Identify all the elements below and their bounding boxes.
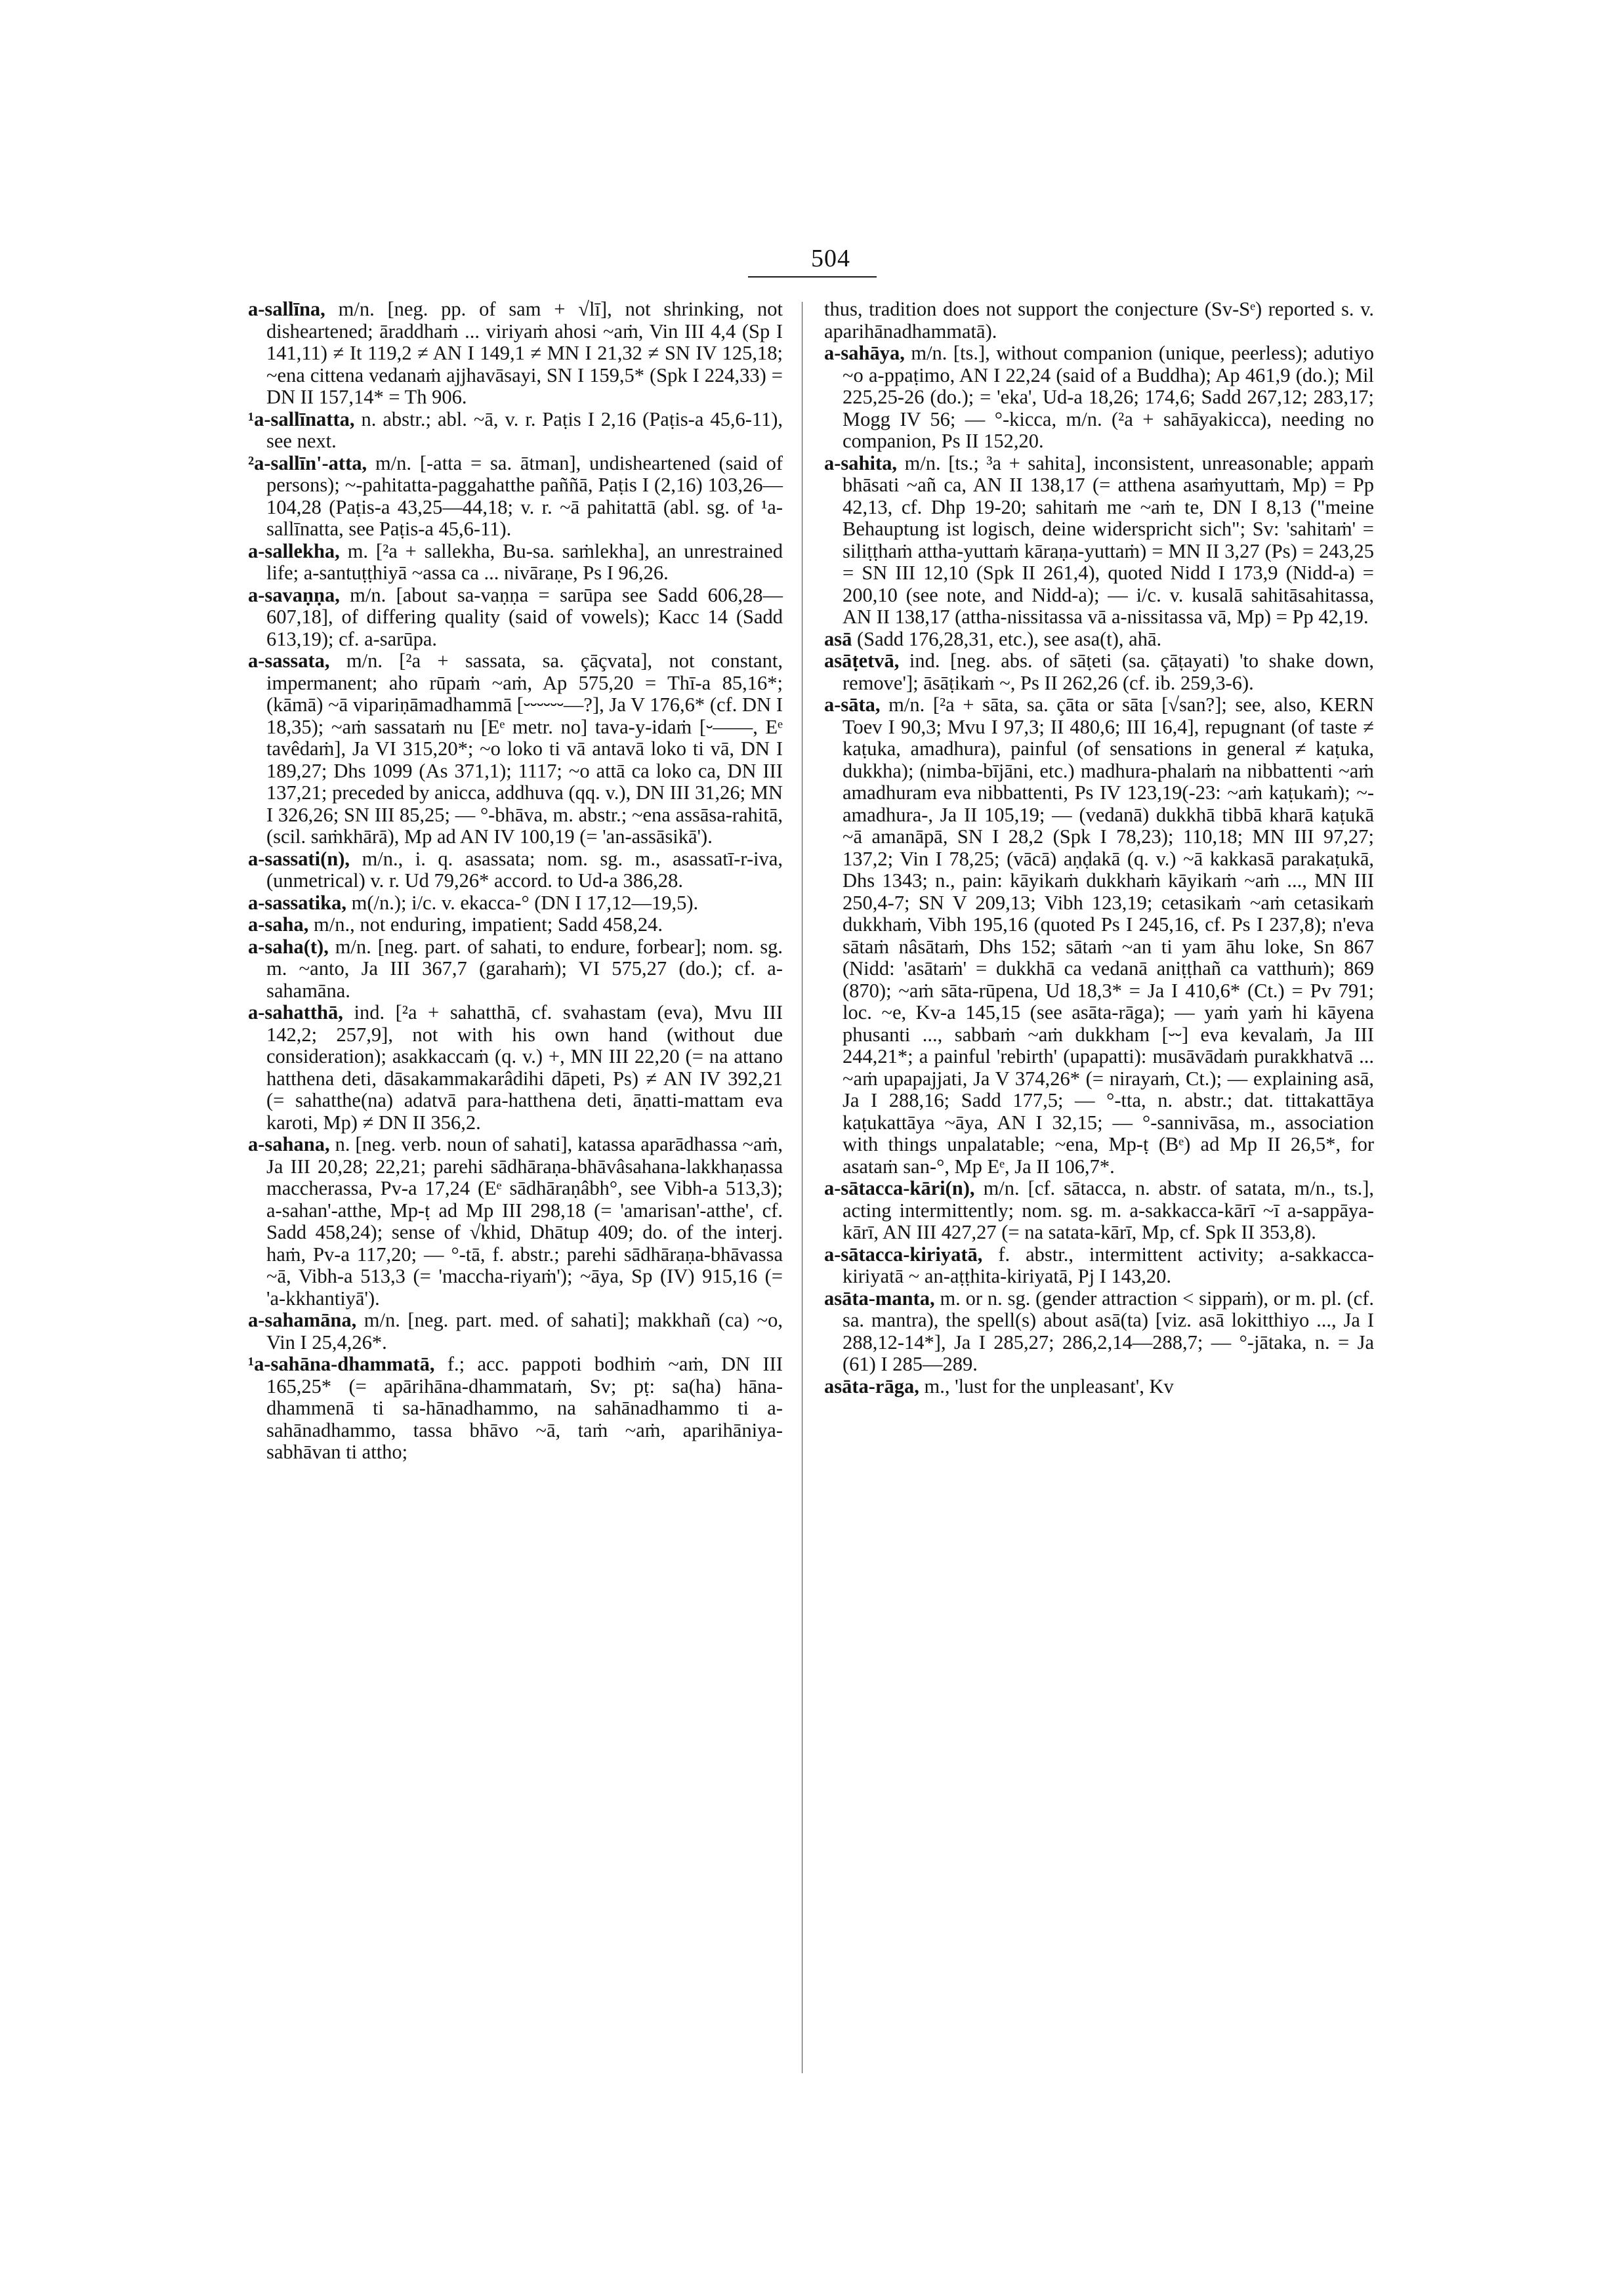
entry-headword: a-sahana, — [248, 1133, 330, 1155]
right-column — [824, 299, 1374, 2122]
entry-text: m. or n. sg. (gender attraction < sippaṁ), or m. pl. (cf. sa. mantra), the spell(s) about asā(ta) [viz. asā lokitthiyo ..., Ja I 288,12-14*], Ja I 285,27; 286,2,14—288,7; — °-jātaka, n. = Ja (61) I 285—289. — [843, 1287, 1374, 1375]
entry-headword: a-savaṇṇa, — [248, 583, 340, 606]
dictionary-entry — [824, 650, 1374, 694]
dictionary-entry — [248, 1354, 783, 1464]
entry-text: m., 'lust for the unpleasant', Kv — [924, 1375, 1174, 1397]
entry-text: m/n. [neg. part. med. of sahati]; makkhañ (ca) ~o, Vin I 25,4,26*. — [266, 1309, 783, 1354]
dictionary-entry — [248, 914, 783, 936]
dictionary-entry — [824, 629, 1374, 651]
entry-text: m/n. [cf. sātacca, n. abstr. of satata, m/n., ts.], acting intermittently; nom. sg. m. a-sakkacca-kārī ~ī a-sappāya-kārī, AN III 427,27 (= na satata-kārī, Mp, cf. Spk II 353,8). — [843, 1177, 1375, 1243]
dictionary-entry — [824, 694, 1374, 1178]
dictionary-entry — [248, 936, 783, 1003]
entry-text: m/n., i. q. asassata; nom. sg. m., asassatī-r-iva, (unmetrical) v. r. Ud 79,26* accord. to Ud-a 386,28. — [266, 847, 783, 892]
entry-headword: a-saha, — [248, 913, 309, 936]
entry-text: f. abstr., intermittent activity; a-sakkacca-kiriyatā ~ an-aṭṭhita-kiriyatā, Pj I 143,20. — [843, 1243, 1374, 1287]
entry-text: m/n. [²a + sāta, sa. çāta or sāta [√san?]; see, also, KERN Toev I 90,3; Mvu I 97,3; II 480,6; III 16,4], repugnant (of taste ≠ kaṭuka, amadhura), painful (of sensations in general ≠ kaṭuka, dukkha); (nimba-bījāni, etc.) madhura-phalaṁ na nibbattenti ~aṁ amadhuram eva nibbattenti, Ps IV 123,19(-23: ~aṁ kaṭukaṁ); ~-amadhura-, Ja II 105,19; — (vedanā) dukkhā tibbā kharā kaṭukā ~ā amanāpā, SN I 28,2 (Spk I 78,23); 110,18; MN III 97,27; 137,2; Vin I 78,25; (vācā) aṇḍakā (q. v.) ~ā kakkasā parakaṭukā, Dhs 1343; n., pain: kāyikaṁ dukkhaṁ kāyikaṁ ~aṁ ..., MN III 250,4-7; SN V 209,13; Vibh 123,19; cetasikaṁ ~aṁ cetasikaṁ dukkhaṁ, Vibh 195,16 (quoted Ps I 245,16, cf. Ps I 237,8); n'eva sātaṁ nâsātaṁ, Dhs 152; sātaṁ ~an ti yam āhu loke, Sn 867 (Nidd: 'asātaṁ' = dukkhā ca vedanā aniṭṭhañ ca vatthuṁ); 869 (870); ~aṁ sāta-rūpena, Ud 18,3* = Ja I 410,6* (Ct.) = Pv 791; loc. ~e, Kv-a 145,15 (see asāta-rāga); — yaṁ yaṁ hi kāyena phusanti ..., sabbaṁ ~aṁ dukkham [⏑⏑] eva kevalaṁ, Ja III 244,21*; a painful 'rebirth' (upapatti): musāvādaṁ purakkhatvā ... ~aṁ upapajjati, Ja V 374,26* (= nirayaṁ, Ct.); — explaining asā, Ja I 288,16; Sadd 177,5; — °-tta, n. abstr.; dat. tittakattāya kaṭukattāya ~āya, AN I 32,15; — °-sannivāsa, m., association with things unpalatable; ~ena, Mp-ṭ (Bᵉ) ad Mp II 26,5*, for asataṁ san-°, Mp Eᵉ, Ja II 106,7*. — [843, 693, 1375, 1178]
entry-headword: a-sātacca-kiriyatā, — [824, 1243, 983, 1266]
dictionary-entry — [824, 1178, 1374, 1244]
entry-headword: a-sahita, — [824, 451, 897, 474]
entry-text: n. abstr.; abl. ~ā, v. r. Paṭis I 2,16 (Paṭis-a 45,6-11), see next. — [266, 407, 783, 452]
entry-headword: a-sassata, — [248, 650, 330, 672]
dictionary-entry — [248, 1310, 783, 1354]
entry-text: m/n. [neg. pp. of sam + √lī], not shrinking, not disheartened; āraddhaṁ ... viriyaṁ ahosi ~aṁ, Vin III 4,4 (Sp I 141,11) ≠ It 119,2 ≠ AN I 149,1 ≠ MN I 21,32 ≠ SN IV 125,18; ~ena cittena vedanaṁ ajjhavāsayi, SN I 159,5* (Spk I 224,33) = DN II 157,14* = Th 906. — [266, 298, 783, 408]
dictionary-entry — [248, 453, 783, 541]
entry-headword: a-sahatthā, — [248, 1001, 343, 1023]
entry-text: f.; acc. pappoti bodhiṁ ~aṁ, DN III 165,25* (= apārihāna-dhammataṁ, Sv; pṭ: sa(ha) hāna-dhammenā ti sa-hānadhammo, na sahānadhammo ti a-sahānadhammo, tassa bhāvo ~ā, taṁ ~aṁ, aparihāniya-sabhāvan ti attho; — [266, 1353, 783, 1463]
entry-text: m(/n.); i/c. v. ekacca-° (DN I 17,12—19,5). — [351, 891, 699, 914]
entry-headword: asāṭetvā, — [824, 650, 900, 672]
entry-headword: asāta-rāga, — [824, 1375, 919, 1397]
entry-headword: a-sātacca-kāri(n), — [824, 1177, 975, 1199]
dictionary-entry — [248, 541, 783, 585]
dictionary-entry — [248, 299, 783, 409]
entry-text: m/n. [about sa-vaṇṇa = sarūpa see Sadd 606,28—607,18], of differing quality (said of vowels); Kacc 14 (Sadd 613,19); cf. a-sarūpa. — [266, 583, 783, 650]
entry-headword: a-saha(t), — [248, 935, 329, 958]
dictionary-entry — [248, 1002, 783, 1134]
entry-text: n. [neg. verb. noun of sahati], katassa aparādhassa ~aṁ, Ja III 20,28; 22,21; parehi sādhāraṇa-bhāvâsahana-lakkhaṇassa maccherassa, Pv-a 17,24 (Eᵉ sādhāraṇâbh°, see Vibh-a 513,3); a-sahan'-atthe, Mp-ṭ ad Mp III 298,18 (= 'amarisan'-atthe', cf. Sadd 458,24); sense of √khid, Dhātup 409; do. of the interj. haṁ, Pv-a 117,20; — °-tā, f. abstr.; parehi sādhāraṇa-bhāvassa ~ā, Vibh-a 513,3 (= 'maccha-riyaṁ'); ~āya, Sp (IV) 915,16 (= 'a-kkhantiyā'). — [266, 1133, 783, 1310]
entry-text: m/n., not enduring, impatient; Sadd 458,24. — [314, 913, 663, 936]
entry-headword: asā — [824, 627, 852, 650]
dictionary-entry — [824, 1288, 1374, 1376]
entry-headword: a-sahāya, — [824, 342, 905, 364]
entry-text: thus, tradition does not support the conjecture (Sv-Sᵉ) reported s. v. aparihānadhammatā). — [824, 298, 1374, 342]
dictionary-entry — [824, 342, 1374, 453]
page-number: 504 — [811, 245, 850, 272]
entry-text: (Sadd 176,28,31, etc.), see asa(t), ahā. — [857, 627, 1162, 650]
header-rule — [748, 276, 877, 278]
dictionary-entry — [248, 585, 783, 651]
dictionary-entry — [824, 453, 1374, 629]
dictionary-entry — [248, 848, 783, 892]
entry-headword: a-sassati(n), — [248, 847, 350, 870]
entry-headword: a-sallīna, — [248, 298, 325, 320]
entry-text: m/n. [²a + sassata, sa. çāçvata], not constant, impermanent; aho rūpaṁ ~aṁ, Ap 575,20 = Thī-a 85,16*; (kāmā) ~ā vipariṇāmadhammā [⏑⏑⏑⏑⏑⏑—?], Ja V 176,6* (cf. DN I 18,35); ~aṁ sassataṁ nu [Eᵉ metr. no] tava-y-idaṁ [⏑——, Eᵉ tavêdaṁ], Ja VI 315,20*; ~o loko ti vā antavā loko ti vā, DN I 189,27; Dhs 1099 (As 371,1); 1117; ~o attā ca loko ca, DN III 137,21; preceded by anicca, addhuva (qq. v.), DN III 31,26; MN I 326,26; SN III 85,25; — °-bhāva, m. abstr.; ~ena assāsa-rahitā, (scil. saṁkhārā), Mp ad AN IV 100,19 (= 'an-assāsikā'). — [266, 650, 783, 848]
entry-headword: ²a-sallīn'-atta, — [248, 451, 367, 474]
left-column — [248, 299, 783, 2090]
dictionary-entry — [824, 1244, 1374, 1288]
entry-headword: a-sāta, — [824, 693, 881, 716]
entry-text: ind. [²a + sahatthā, cf. svahastam (eva), Mvu III 142,2; 257,9], not with his own hand (without due consideration); asakkaccaṁ (q. v.) +, MN III 22,20 (= na attano hatthena deti, dāsakammakarâdihi dāpeti, Ps) ≠ AN IV 392,21 (= sahatthe(na) adatvā para-hatthena deti, āṇatti-mattam eva karoti, Mp) ≠ DN II 356,2. — [266, 1001, 783, 1134]
entry-text: m/n. [ts.], without companion (unique, peerless); adutiyo ~o a-ppaṭimo, AN I 22,24 (said of a Buddha); Ap 461,9 (do.); Mil 225,25-26 (do.); = 'eka', Ud-a 18,26; 174,6; Sadd 267,12; 283,17; Mogg IV 56; — °-kicca, m/n. (²a + sahāyakicca), needing no companion, Ps II 152,20. — [843, 342, 1374, 452]
dictionary-entry — [248, 409, 783, 453]
dictionary-entry — [824, 299, 1374, 342]
entry-text: m. [²a + sallekha, Bu-sa. saṁlekha], an unrestrained life; a-santuṭṭhiyā ~assa ca ... nivāraṇe, Ps I 96,26. — [266, 539, 783, 584]
entry-text: m/n. [neg. part. of sahati, to endure, forbear]; nom. sg. m. ~anto, Ja III 367,7 (garahaṁ); VI 575,27 (do.); cf. a-sahamāna. — [266, 935, 783, 1002]
entry-headword: a-sahamāna, — [248, 1309, 357, 1331]
entry-headword: ¹a-sallīnatta, — [248, 407, 355, 430]
entry-headword: a-sallekha, — [248, 539, 340, 562]
entry-text: m/n. [ts.; ³a + sahita], inconsistent, unreasonable; appaṁ bhāsati ~añ ca, AN II 138,17 (= atthena asaṁyuttaṁ, Mp) = Pp 42,13, cf. Dhp 19-20; sahitaṁ me ~aṁ te, DN I 8,13 ("meine Behauptung ist logisch, deine widerspricht sich"; Sv: 'sahitaṁ' = siliṭṭhaṁ attha-yuttaṁ kāraṇa-yuttaṁ) = MN II 3,27 (Ps) = 243,25 = SN III 12,10 (Spk II 261,4), quoted Nidd I 173,9 (Nidd-a) = 200,10 (see note, and Nidd-a); — i/c. v. kusalā sahitāsahitassa, AN II 138,17 (attha-nissitassa vā a-nissitassa vā, Mp) = Pp 42,19. — [843, 451, 1375, 628]
entry-text: ind. [neg. abs. of sāṭeti (sa. çāṭayati) 'to shake down, remove']; āsāṭikaṁ ~, Ps II 262,26 (cf. ib. 259,3-6). — [843, 650, 1375, 694]
entry-headword: asāta-manta, — [824, 1287, 935, 1310]
dictionary-entry — [248, 892, 783, 915]
entry-headword: a-sassatika, — [248, 891, 346, 914]
entry-text: m/n. [-atta = sa. ātman], undisheartened (said of persons); ~-pahitatta-paggahatthe paññā, Paṭis I (2,16) 103,26—104,28 (Paṭis-a 43,25—44,18; v. r. ~ā pahitattā (abl. sg. of ¹a-sallīnatta, see Paṭis-a 45,6-11). — [266, 451, 783, 540]
entry-headword: ¹a-sahāna-dhammatā, — [248, 1353, 435, 1375]
dictionary-entry — [248, 1134, 783, 1310]
dictionary-entry — [824, 1376, 1374, 1398]
dictionary-entry — [248, 650, 783, 848]
